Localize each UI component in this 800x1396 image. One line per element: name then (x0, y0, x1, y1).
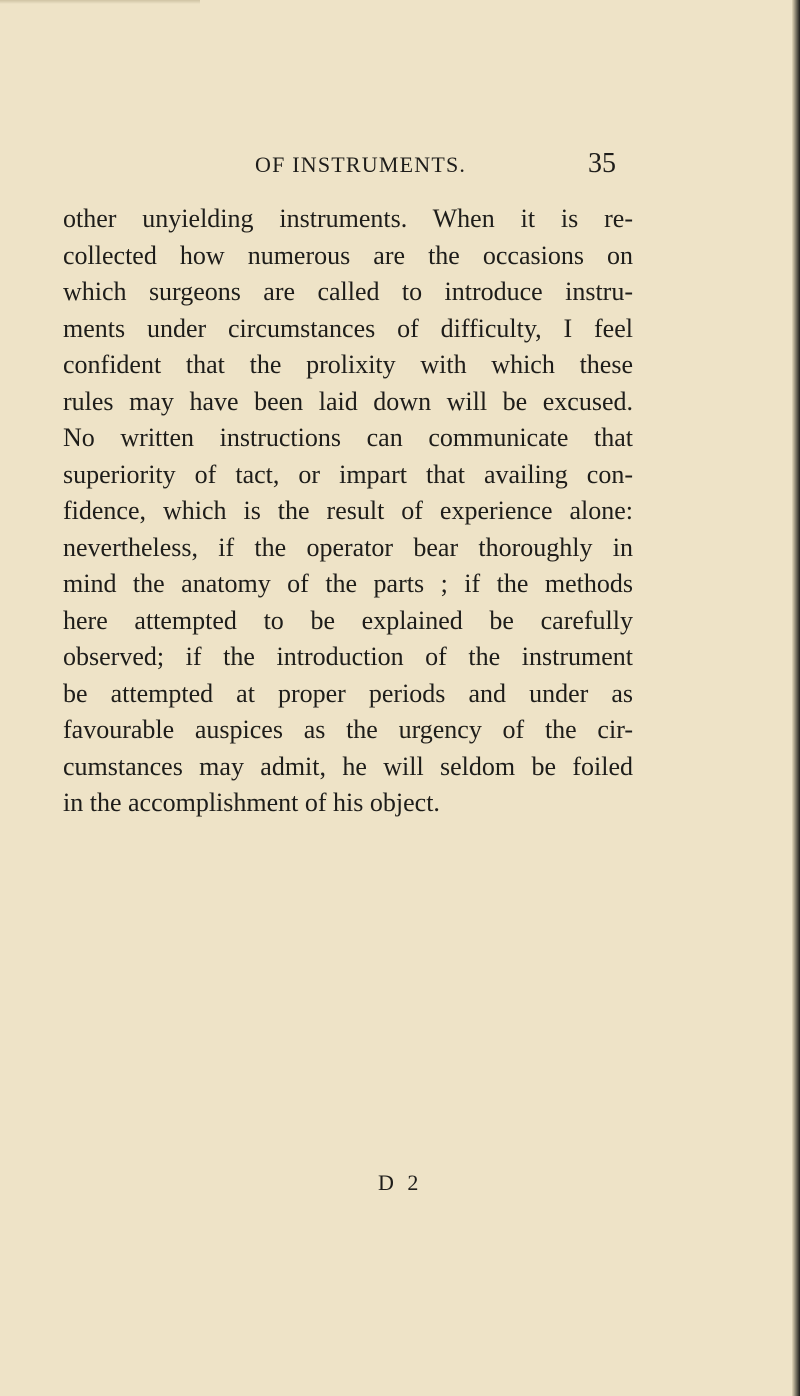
text-line: be attempted at proper periods and under as (63, 678, 633, 708)
text-line: ments under circumstances of difficulty, I feel (63, 313, 633, 343)
text-line: confident that the prolixity with which these (63, 350, 633, 379)
text-line: fidence, which is the result of experience alone: (63, 496, 633, 525)
text-line: superiority of tact, or impart that availing con- (63, 459, 633, 489)
running-head-title: OF INSTRUMENTS. (255, 152, 467, 177)
body-paragraph (63, 201, 633, 822)
text-line: other unyielding instruments. When it is re- (63, 204, 633, 233)
page-edge-right (792, 0, 800, 1396)
running-head (0, 148, 800, 182)
text-line: mind the anatomy of the parts ; if the methods (63, 569, 633, 598)
page-edge-top (0, 0, 200, 4)
text-line: observed; if the introduction of the instrument (63, 642, 633, 671)
text-line: here attempted to be explained be carefully (63, 605, 633, 635)
text-line: collected how numerous are the occasions on (63, 240, 633, 270)
page-number: 35 (588, 148, 616, 179)
text-line: in the accomplishment of his object. (63, 788, 440, 817)
text-line: cumstances may admit, he will seldom be foiled (63, 751, 633, 781)
text-line: favourable auspices as the urgency of the cir- (63, 715, 633, 744)
text-line: which surgeons are called to introduce instru- (63, 277, 633, 306)
text-line: rules may have been laid down will be excused. (63, 386, 633, 416)
signature-mark: D 2 (378, 1170, 423, 1195)
text-line: nevertheless, if the operator bear thoroughly in (63, 532, 633, 562)
text-line: No written instructions can communicate that (63, 423, 633, 452)
